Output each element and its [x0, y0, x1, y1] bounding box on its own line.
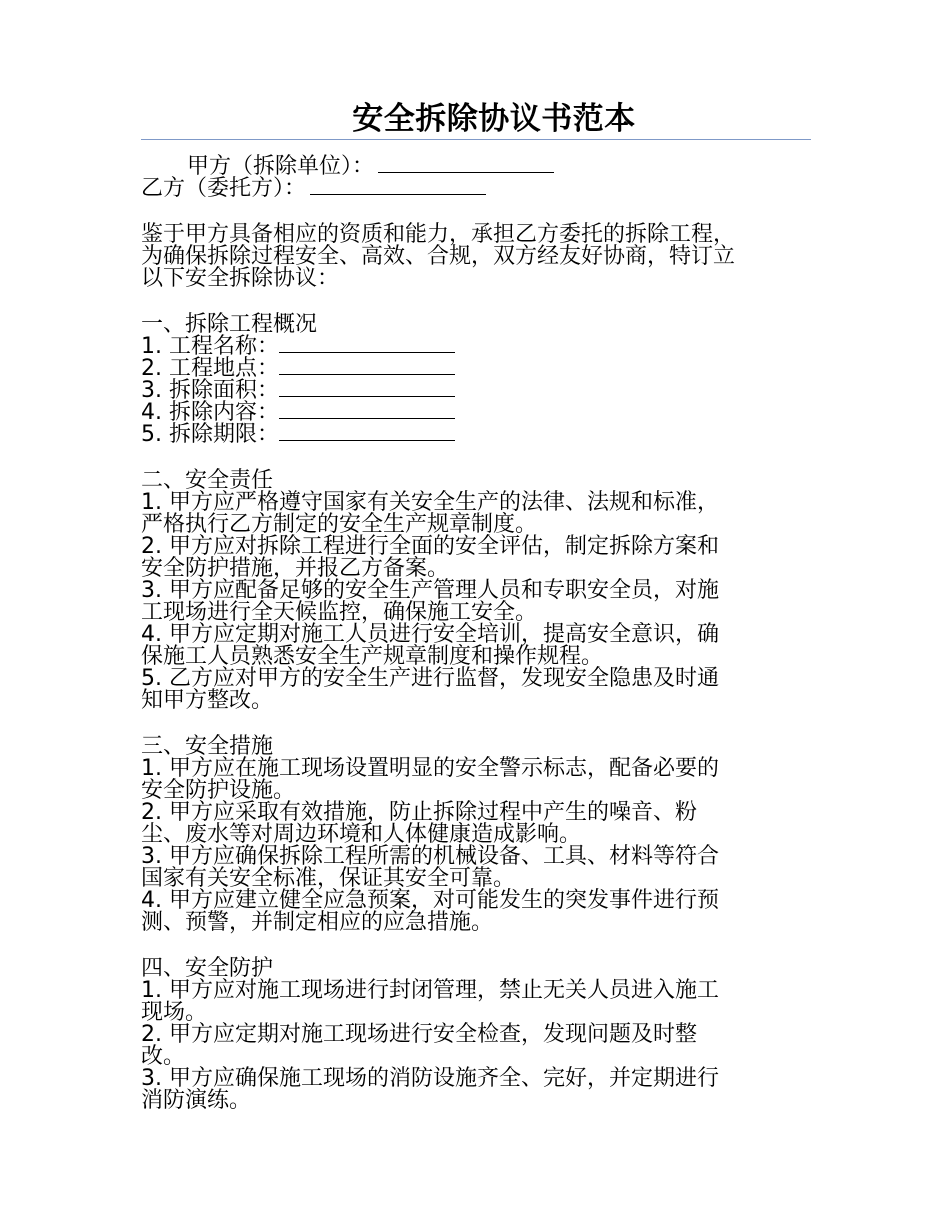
clause-line: 消防演练。 — [141, 1088, 252, 1113]
clause-line: 安全防护设施。 — [141, 778, 296, 803]
clause-line: 工现场进行全天候监控，确保施工安全。 — [141, 600, 538, 625]
clause-line: 4. 甲方应建立健全应急预案，对可能发生的突发事件进行预 — [141, 888, 719, 913]
field-blank[interactable] — [279, 416, 455, 419]
clause-line: 现场。 — [141, 1000, 208, 1025]
clause-line: 保施工人员熟悉安全生产规章制度和操作规程。 — [141, 644, 604, 669]
clause-line: 2. 甲方应对拆除工程进行全面的安全评估，制定拆除方案和 — [141, 534, 719, 559]
field-label: 3. 拆除面积： — [141, 378, 279, 403]
field-label: 2. 工程地点： — [141, 356, 279, 381]
clause-line: 1. 甲方应对施工现场进行封闭管理，禁止无关人员进入施工 — [141, 978, 719, 1003]
intro-line: 鉴于甲方具备相应的资质和能力，承担乙方委托的拆除工程， — [141, 222, 736, 247]
party-a-blank[interactable] — [378, 170, 554, 173]
clause-line: 尘、废水等对周边环境和人体健康造成影响。 — [141, 822, 582, 847]
field-demolition-area — [141, 380, 811, 402]
section-safety-protection — [141, 958, 811, 1112]
clause-line: 严格执行乙方制定的安全生产规章制度。 — [141, 512, 538, 537]
clause-line: 3. 甲方应确保拆除工程所需的机械设备、工具、材料等符合 — [141, 844, 719, 869]
section-safety-responsibility — [141, 470, 811, 712]
field-label: 4. 拆除内容： — [141, 400, 279, 425]
clause-line: 3. 甲方应配备足够的安全生产管理人员和专职安全员，对施 — [141, 578, 719, 603]
clause-line: 测、预警，并制定相应的应急措施。 — [141, 910, 494, 935]
section-heading: 四、安全防护 — [141, 956, 274, 981]
field-demolition-period — [141, 424, 811, 446]
clause-line: 国家有关安全标准，保证其安全可靠。 — [141, 866, 516, 891]
clause-line: 4. 甲方应定期对施工人员进行安全培训，提高安全意识，确 — [141, 622, 719, 647]
field-blank[interactable] — [279, 350, 455, 353]
field-blank[interactable] — [279, 438, 455, 441]
clause-line: 1. 甲方应在施工现场设置明显的安全警示标志，配备必要的 — [141, 756, 719, 781]
party-b-line — [141, 178, 811, 200]
clause-line: 1. 甲方应严格遵守国家有关安全生产的法律、法规和标准， — [141, 490, 719, 515]
clause-line: 知甲方整改。 — [141, 688, 274, 713]
document-page — [141, 100, 811, 1112]
clause-line: 3. 甲方应确保施工现场的消防设施齐全、完好，并定期进行 — [141, 1066, 719, 1091]
clause-line: 改。 — [141, 1044, 186, 1069]
section-overview — [141, 314, 811, 446]
field-label: 1. 工程名称： — [141, 334, 279, 359]
document-title: 安全拆除协议书范本 — [352, 101, 636, 137]
field-blank[interactable] — [279, 394, 455, 397]
clause-line: 2. 甲方应定期对施工现场进行安全检查，发现问题及时整 — [141, 1022, 697, 1047]
section-heading: 二、安全责任 — [141, 468, 274, 493]
clause-line: 2. 甲方应采取有效措施，防止拆除过程中产生的噪音、粉 — [141, 800, 697, 825]
section-safety-measures — [141, 736, 811, 934]
party-b-label: 乙方（委托方）： — [141, 176, 307, 201]
intro-paragraph — [141, 224, 811, 290]
field-project-location — [141, 358, 811, 380]
field-demolition-content — [141, 402, 811, 424]
party-b-blank[interactable] — [310, 192, 486, 195]
intro-line: 为确保拆除过程安全、高效、合规，双方经友好协商，特订立 — [141, 244, 736, 269]
intro-line: 以下安全拆除协议： — [141, 266, 340, 291]
field-blank[interactable] — [279, 372, 455, 375]
field-label: 5. 拆除期限： — [141, 422, 279, 447]
clause-line: 安全防护措施，并报乙方备案。 — [141, 556, 450, 581]
clause-line: 5. 乙方应对甲方的安全生产进行监督，发现安全隐患及时通 — [141, 666, 719, 691]
section-heading: 三、安全措施 — [141, 734, 274, 759]
party-a-line — [141, 156, 811, 178]
section-heading: 一、拆除工程概况 — [141, 312, 318, 337]
party-a-label: 甲方（拆除单位）： — [187, 154, 375, 179]
field-project-name — [141, 336, 811, 358]
